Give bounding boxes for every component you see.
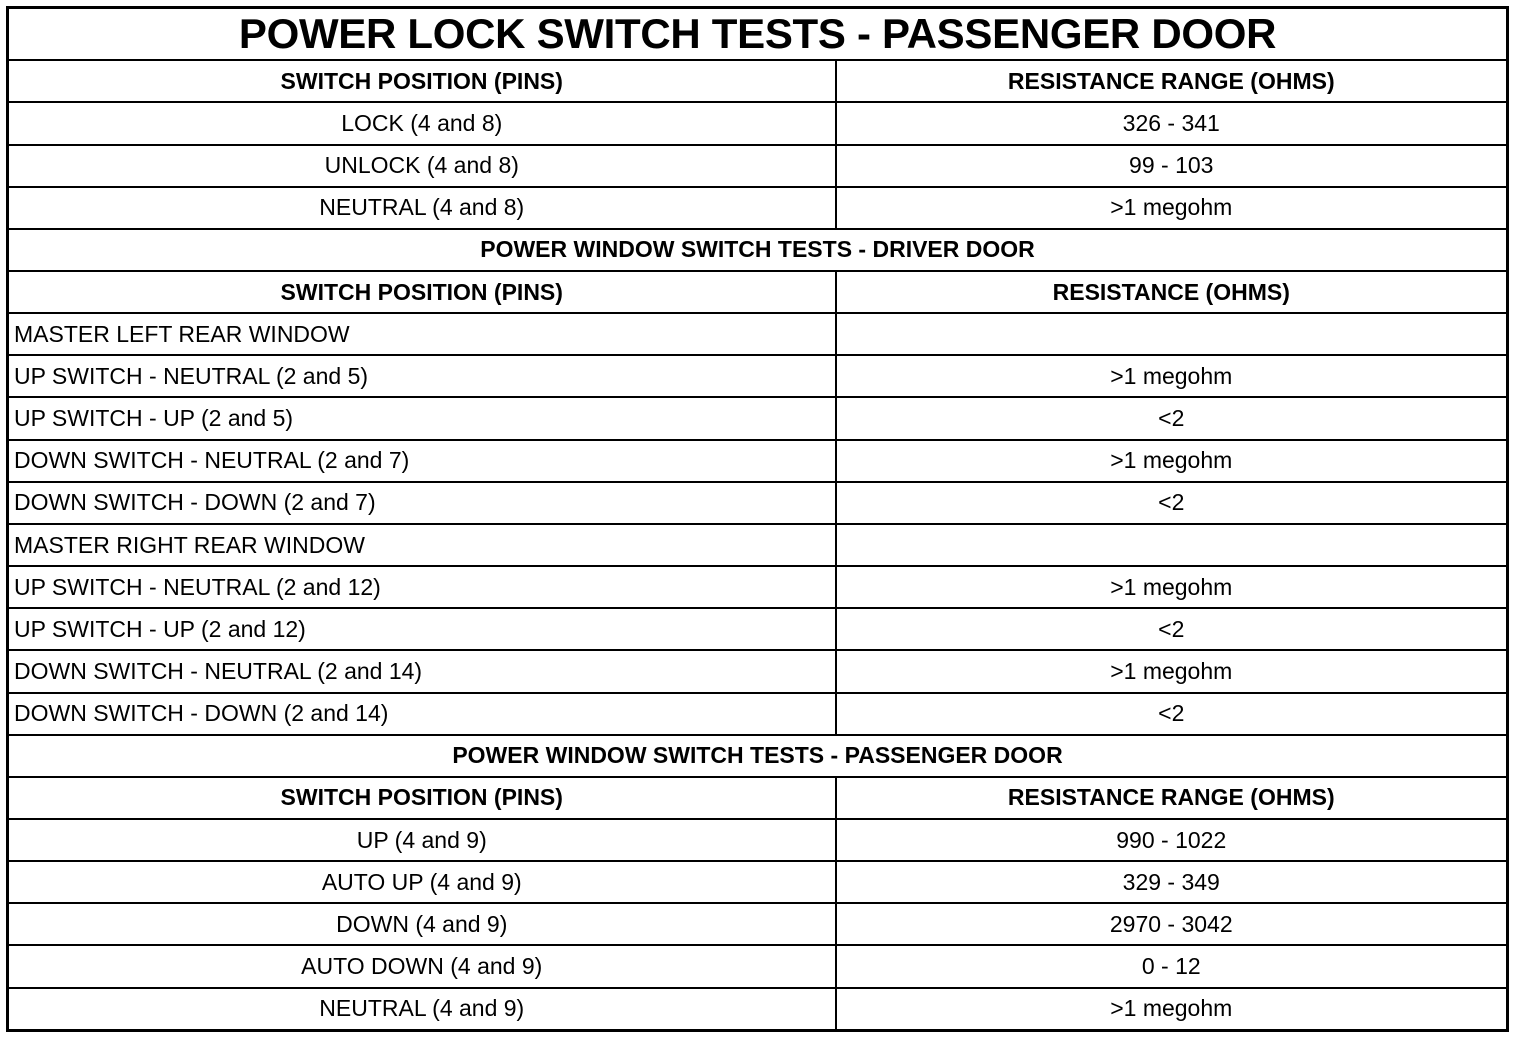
column-header-switch-position: SWITCH POSITION (PINS) (8, 60, 836, 102)
table-row (8, 988, 1508, 1031)
switch-position-cell: DOWN SWITCH - NEUTRAL (2 and 14) (8, 650, 836, 692)
table-row (8, 313, 1508, 355)
switch-position-cell: DOWN SWITCH - DOWN (2 and 7) (8, 482, 836, 524)
resistance-cell: >1 megohm (836, 187, 1508, 229)
table-row (8, 145, 1508, 187)
resistance-cell (836, 313, 1508, 355)
table-row (8, 355, 1508, 397)
table-row (8, 650, 1508, 692)
section-title-passenger-door: POWER WINDOW SWITCH TESTS - PASSENGER DOOR (8, 735, 1508, 777)
switch-position-cell: LOCK (4 and 8) (8, 102, 836, 144)
section-title-row (8, 229, 1508, 271)
table-row (8, 102, 1508, 144)
resistance-cell: 326 - 341 (836, 102, 1508, 144)
section-title-driver-door: POWER WINDOW SWITCH TESTS - DRIVER DOOR (8, 229, 1508, 271)
switch-position-cell: UP SWITCH - UP (2 and 12) (8, 608, 836, 650)
resistance-cell: >1 megohm (836, 650, 1508, 692)
switch-position-cell: UNLOCK (4 and 8) (8, 145, 836, 187)
column-header-switch-position: SWITCH POSITION (PINS) (8, 777, 836, 819)
section-title-row (8, 735, 1508, 777)
table-row (8, 440, 1508, 482)
resistance-cell: <2 (836, 608, 1508, 650)
resistance-cell: >1 megohm (836, 566, 1508, 608)
table-row (8, 903, 1508, 945)
switch-position-cell: NEUTRAL (4 and 9) (8, 988, 836, 1031)
table-row (8, 397, 1508, 439)
resistance-cell: 990 - 1022 (836, 819, 1508, 861)
column-header-resistance-range: RESISTANCE RANGE (OHMS) (836, 60, 1508, 102)
resistance-cell: >1 megohm (836, 440, 1508, 482)
column-header-switch-position: SWITCH POSITION (PINS) (8, 271, 836, 313)
switch-position-cell: UP SWITCH - UP (2 and 5) (8, 397, 836, 439)
switch-position-cell: UP SWITCH - NEUTRAL (2 and 5) (8, 355, 836, 397)
resistance-cell: >1 megohm (836, 988, 1508, 1031)
table-row (8, 608, 1508, 650)
switch-position-cell: UP SWITCH - NEUTRAL (2 and 12) (8, 566, 836, 608)
switch-position-cell: MASTER RIGHT REAR WINDOW (8, 524, 836, 566)
switch-position-cell: AUTO DOWN (4 and 9) (8, 945, 836, 987)
table-row (8, 566, 1508, 608)
switch-test-table (6, 6, 1509, 1032)
resistance-cell: 99 - 103 (836, 145, 1508, 187)
table-row (8, 945, 1508, 987)
table-row (8, 819, 1508, 861)
resistance-cell (836, 524, 1508, 566)
lock-header-row (8, 60, 1508, 102)
switch-position-cell: UP (4 and 9) (8, 819, 836, 861)
switch-position-cell: DOWN SWITCH - NEUTRAL (2 and 7) (8, 440, 836, 482)
switch-position-cell: NEUTRAL (4 and 8) (8, 187, 836, 229)
resistance-cell: 329 - 349 (836, 861, 1508, 903)
resistance-cell: >1 megohm (836, 355, 1508, 397)
resistance-cell: 0 - 12 (836, 945, 1508, 987)
table-row (8, 524, 1508, 566)
switch-position-cell: DOWN (4 and 9) (8, 903, 836, 945)
switch-position-cell: MASTER LEFT REAR WINDOW (8, 313, 836, 355)
title-row (8, 8, 1508, 61)
passenger-header-row (8, 777, 1508, 819)
resistance-cell: <2 (836, 397, 1508, 439)
resistance-cell: <2 (836, 482, 1508, 524)
column-header-resistance-range: RESISTANCE RANGE (OHMS) (836, 777, 1508, 819)
switch-position-cell: DOWN SWITCH - DOWN (2 and 14) (8, 693, 836, 735)
table-row (8, 693, 1508, 735)
table-title: POWER LOCK SWITCH TESTS - PASSENGER DOOR (8, 8, 1508, 61)
column-header-resistance: RESISTANCE (OHMS) (836, 271, 1508, 313)
driver-header-row (8, 271, 1508, 313)
table-row (8, 482, 1508, 524)
resistance-cell: 2970 - 3042 (836, 903, 1508, 945)
table-row (8, 861, 1508, 903)
table-row (8, 187, 1508, 229)
switch-position-cell: AUTO UP (4 and 9) (8, 861, 836, 903)
resistance-cell: <2 (836, 693, 1508, 735)
